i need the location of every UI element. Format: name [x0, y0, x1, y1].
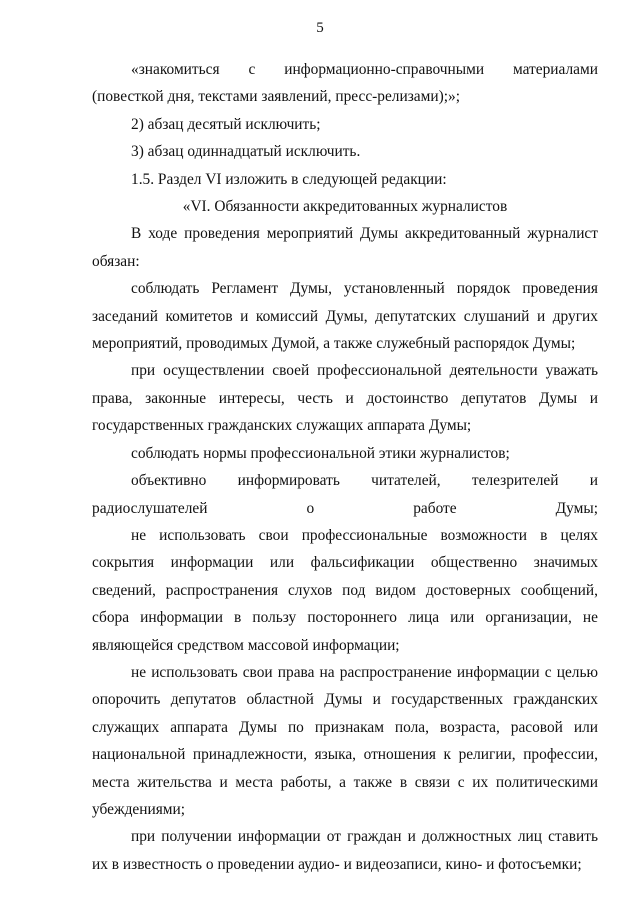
paragraph-observe-regulations: соблюдать Регламент Думы, установленный порядок проведения заседаний комитетов и комиссий Думы, депутатских слушаний и других мероприятий, проводимых Думой, а также служебный распорядок Думы; [92, 280, 598, 353]
paragraph-delete-eleventh: 3) абзац одиннадцатый исключить. [131, 143, 361, 161]
paragraph-section-vi-amendment: 1.5. Раздел VI изложить в следующей редакции: [131, 170, 447, 188]
paragraph-journalist-obliged: В ходе проведения мероприятий Думы аккредитованный журналист обязан: [92, 225, 598, 270]
section-heading: «VI. Обязанности аккредитованных журналистов [182, 198, 508, 216]
paragraph-familiarize-materials: «знакомиться с информационно-справочными материалами (повесткой дня, текстами заявлений, пресс-релизами);»; [92, 61, 598, 106]
paragraph-inform-objectively: объективно информировать читателей, телезрителей и радиослушателей о работе Думы; [92, 472, 598, 517]
paragraph-professional-ethics: соблюдать нормы профессиональной этики журналистов; [131, 444, 510, 462]
paragraph-respect-rights: при осуществлении своей профессиональной деятельности уважать права, законные интересы, честь и достоинство депутатов Думы и государственных гражданских служащих аппарата Думы; [92, 362, 598, 435]
paragraph-delete-tenth: 2) абзац десятый исключить; [131, 115, 321, 133]
paragraph-no-defamation: не использовать свои права на распространение информации с целью опорочить депутатов областной Думы и государственных гражданских служащих аппарата Думы по признакам пола, возраста, расовой или национальной принадлежности, языка, отношения к религии, профессии, места жительства и места работы, а также в связи с их политическими убеждениями; [92, 663, 598, 818]
document-body [92, 56, 598, 878]
paragraph-notify-recording: при получении информации от граждан и должностных лиц ставить их в известность о проведении аудио- и видеозаписи, кино- и фотосъемки; [92, 828, 598, 873]
paragraph-no-falsification: не использовать свои профессиональные возможности в целях сокрытия информации или фальсификации общественно значимых сведений, распространения слухов под видом достоверных сообщений, сбора информации в пользу постороннего лица или организации, не являющейся средством массовой информации; [92, 526, 598, 654]
page-number: 5 [316, 20, 324, 36]
